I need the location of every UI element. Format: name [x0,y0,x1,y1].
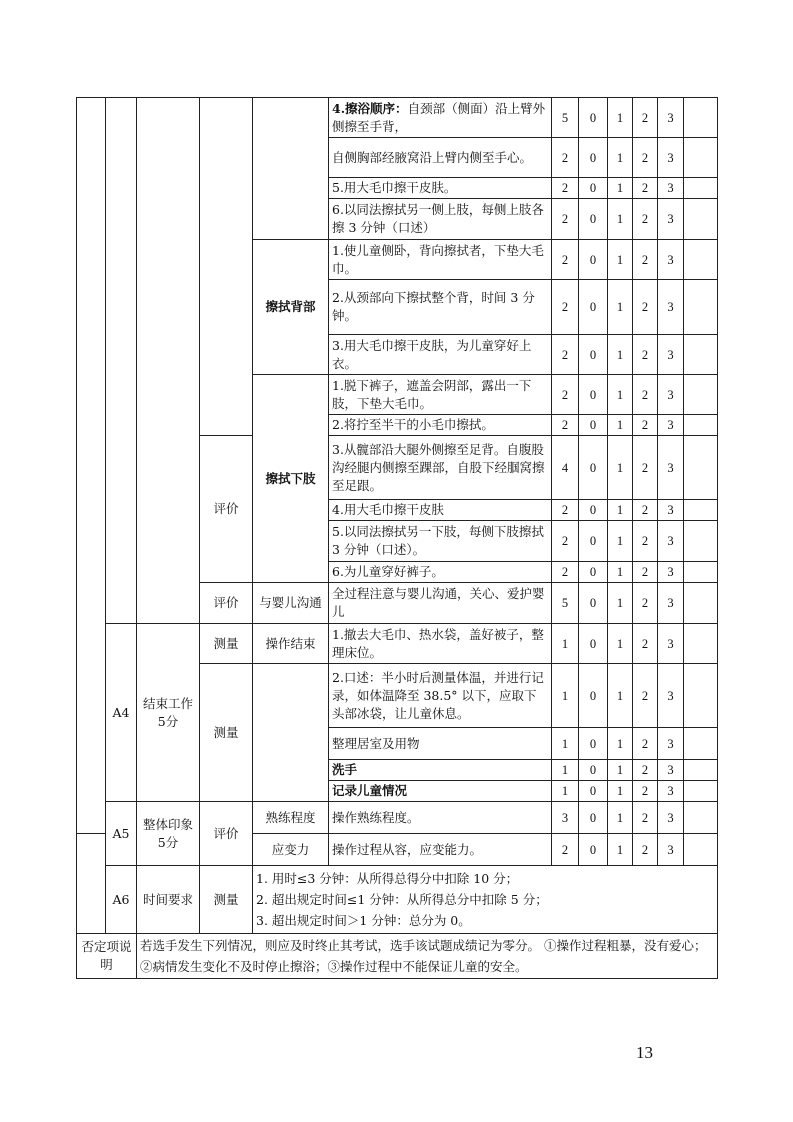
score-total: 2 [552,500,579,521]
table-row [77,866,718,934]
score-total: 1 [552,781,579,802]
score-d: 0 [579,240,608,280]
score-a: 3 [658,335,684,375]
score-blank [684,760,718,781]
score-d: 0 [579,375,608,415]
score-total: 1 [552,624,579,664]
score-total: 2 [552,199,579,240]
section-code-a6: A6 [106,866,137,934]
name-blank-cell [137,98,200,624]
score-b: 2 [633,624,658,664]
score-total: 2 [552,178,579,199]
score-blank [684,138,718,178]
score-total: 5 [552,98,579,138]
outer-blank-cell [77,98,106,834]
score-a: 3 [658,436,684,500]
score-b: 2 [633,199,658,240]
score-d: 0 [579,178,608,199]
score-total: 1 [552,728,579,760]
criteria-cell: 操作熟练程度。 [329,802,552,834]
method-measure: 测量 [200,866,253,934]
score-b: 2 [633,802,658,834]
method-evaluate: 评价 [200,802,253,866]
score-c: 1 [608,624,633,664]
score-total: 2 [552,240,579,280]
criteria-cell: 3.用大毛巾擦干皮肤，为儿童穿好上衣。 [329,335,552,375]
score-blank [684,802,718,834]
criteria-cell: 5.以同法擦拭另一下肢，每侧下肢擦拭 3 分钟（口述）。 [329,521,552,562]
criteria-cell: 2.口述：半小时后测量体温，并进行记录，如体温降至 38.5° 以下，应取下头部冰袋，让儿童休息。 [329,664,552,728]
criteria-cell: 2.将拧至半干的小毛巾擦拭。 [329,415,552,436]
table-row [77,98,718,138]
method-measure: 测量 [200,624,253,664]
method-evaluate: 评价 [200,436,253,583]
veto-label: 否定项说明 [77,934,137,979]
score-a: 3 [658,562,684,583]
score-a: 3 [658,664,684,728]
score-c: 1 [608,436,633,500]
score-b: 2 [633,728,658,760]
score-c: 1 [608,583,633,624]
score-a: 3 [658,500,684,521]
score-b: 2 [633,335,658,375]
criteria-cell: 1.撤去大毛巾、热水袋，盖好被子，整理床位。 [329,624,552,664]
section-code-a5: A5 [106,802,137,866]
scoring-table [76,97,718,979]
score-d: 0 [579,664,608,728]
score-a: 3 [658,138,684,178]
score-c: 1 [608,664,633,728]
score-d: 0 [579,728,608,760]
score-c: 1 [608,760,633,781]
score-a: 3 [658,240,684,280]
section-name-a5: 整体印象5分 [137,802,200,866]
score-total: 2 [552,834,579,866]
score-total: 5 [552,583,579,624]
score-a: 3 [658,802,684,834]
score-c: 1 [608,199,633,240]
score-blank [684,664,718,728]
criteria-cell: 全过程注意与婴儿沟通，关心、爱护婴儿 [329,583,552,624]
score-a: 3 [658,199,684,240]
score-d: 0 [579,436,608,500]
score-b: 2 [633,664,658,728]
score-c: 1 [608,280,633,335]
score-blank [684,562,718,583]
score-d: 0 [579,624,608,664]
score-blank [684,583,718,624]
score-a: 3 [658,624,684,664]
score-c: 1 [608,240,633,280]
score-c: 1 [608,415,633,436]
item-blank-cell [253,664,329,802]
score-total: 2 [552,415,579,436]
score-b: 2 [633,760,658,781]
criteria-cell: 1.脱下裤子，遮盖会阴部，露出一下肢，下垫大毛巾。 [329,375,552,415]
time-rule: 2. 超出规定时间≤1 分钟：从所得总分中扣除 5 分； [256,892,548,907]
score-c: 1 [608,98,633,138]
score-total: 2 [552,280,579,335]
score-b: 2 [633,280,658,335]
item-blank-cell [253,98,329,240]
criteria-cell: 6.以同法擦拭另一侧上肢，每侧上肢各擦 3 分钟（口述） [329,199,552,240]
score-b: 2 [633,562,658,583]
score-a: 3 [658,521,684,562]
score-a: 3 [658,760,684,781]
score-a: 3 [658,781,684,802]
score-d: 0 [579,802,608,834]
score-blank [684,415,718,436]
score-b: 2 [633,834,658,866]
score-a: 3 [658,415,684,436]
score-c: 1 [608,834,633,866]
item-leg-wipe: 擦拭下肢 [253,375,329,583]
score-b: 2 [633,178,658,199]
criteria-cell: 洗手 [329,760,552,781]
criteria-cell: 6.为儿童穿好裤子。 [329,562,552,583]
score-total: 1 [552,760,579,781]
score-b: 2 [633,98,658,138]
score-total: 2 [552,335,579,375]
score-c: 1 [608,375,633,415]
score-c: 1 [608,500,633,521]
score-total: 1 [552,664,579,728]
score-blank [684,781,718,802]
score-c: 1 [608,562,633,583]
score-blank [684,199,718,240]
score-d: 0 [579,583,608,624]
criteria-cell: 操作过程从容，应变能力。 [329,834,552,866]
score-a: 3 [658,375,684,415]
criteria-cell: 1.使儿童侧卧，背向擦拭者，下垫大毛巾。 [329,240,552,280]
score-c: 1 [608,728,633,760]
item-proficiency: 熟练程度 [253,802,329,834]
score-blank [684,280,718,335]
section-name-a4: 结束工作5分 [137,624,200,802]
criteria-cell: 3.从髋部沿大腿外侧擦至足背。自腹股沟经腿内侧擦至踝部，自股下经腘窝擦至足跟。 [329,436,552,500]
score-d: 0 [579,335,608,375]
score-d: 0 [579,415,608,436]
method-evaluate: 评价 [200,583,253,624]
outer-blank-cell [77,834,106,934]
score-blank [684,98,718,138]
time-rule: 3. 超出规定时间＞1 分钟：总分为 0。 [256,913,471,928]
score-blank [684,624,718,664]
score-blank [684,834,718,866]
time-rule: 1. 用时≤3 分钟：从所得总得分中扣除 10 分； [256,871,519,886]
score-b: 2 [633,436,658,500]
criteria-cell [329,98,552,138]
score-c: 1 [608,802,633,834]
score-total: 2 [552,138,579,178]
table-row [77,934,718,979]
score-d: 0 [579,98,608,138]
score-c: 1 [608,138,633,178]
score-a: 3 [658,834,684,866]
criteria-cell: 5.用大毛巾擦干皮肤。 [329,178,552,199]
score-b: 2 [633,500,658,521]
score-d: 0 [579,500,608,521]
score-blank [684,521,718,562]
method-blank-cell [200,98,253,436]
criteria-cell: 整理居室及用物 [329,728,552,760]
score-total: 4 [552,436,579,500]
criteria-cell: 自侧胸部经腋窝沿上臂内侧至手心。 [329,138,552,178]
score-b: 2 [633,415,658,436]
score-d: 0 [579,834,608,866]
score-d: 0 [579,521,608,562]
score-a: 3 [658,728,684,760]
score-c: 1 [608,521,633,562]
code-blank-cell [106,98,137,624]
score-d: 0 [579,138,608,178]
score-c: 1 [608,781,633,802]
criteria-cell: 2.从颈部向下擦拭整个背，时间 3 分钟。 [329,280,552,335]
score-blank [684,240,718,280]
criteria-cell: 记录儿童情况 [329,781,552,802]
time-requirement-rules [253,866,718,934]
score-b: 2 [633,521,658,562]
score-d: 0 [579,280,608,335]
score-b: 2 [633,138,658,178]
score-b: 2 [633,781,658,802]
score-c: 1 [608,335,633,375]
score-blank [684,178,718,199]
score-d: 0 [579,562,608,583]
score-blank [684,728,718,760]
item-back-wipe: 擦拭背部 [253,240,329,375]
score-c: 1 [608,178,633,199]
score-blank [684,436,718,500]
score-b: 2 [633,240,658,280]
item-communication: 与婴儿沟通 [253,583,329,624]
score-total: 2 [552,375,579,415]
score-total: 2 [552,562,579,583]
score-blank [684,335,718,375]
table-row [77,624,718,664]
criteria-bold-prefix: 4.擦浴顺序： [332,100,408,116]
section-name-a6: 时间要求 [137,866,200,934]
score-total: 3 [552,802,579,834]
criteria-cell: 4.用大毛巾擦干皮肤 [329,500,552,521]
section-code-a4: A4 [106,624,137,802]
veto-description: 若选手发生下列情况，则应及时终止其考试，选手该试题成绩记为零分。 ①操作过程粗暴，没有爱心； ②病情发生变化不及时停止擦浴；③操作过程中不能保证儿童的安全。 [137,934,718,979]
score-a: 3 [658,583,684,624]
page-number: 13 [636,1043,653,1062]
score-d: 0 [579,199,608,240]
item-adaptability: 应变力 [253,834,329,866]
table-row [77,802,718,834]
score-a: 3 [658,98,684,138]
score-b: 2 [633,375,658,415]
score-d: 0 [579,760,608,781]
score-a: 3 [658,280,684,335]
item-finish-operation: 操作结束 [253,624,329,664]
score-a: 3 [658,178,684,199]
method-measure: 测量 [200,664,253,802]
score-total: 2 [552,521,579,562]
score-blank [684,375,718,415]
score-d: 0 [579,781,608,802]
score-b: 2 [633,583,658,624]
score-blank [684,500,718,521]
criteria-rest: 自颈部（侧面）沿上臂外侧擦至手背， [332,100,546,134]
